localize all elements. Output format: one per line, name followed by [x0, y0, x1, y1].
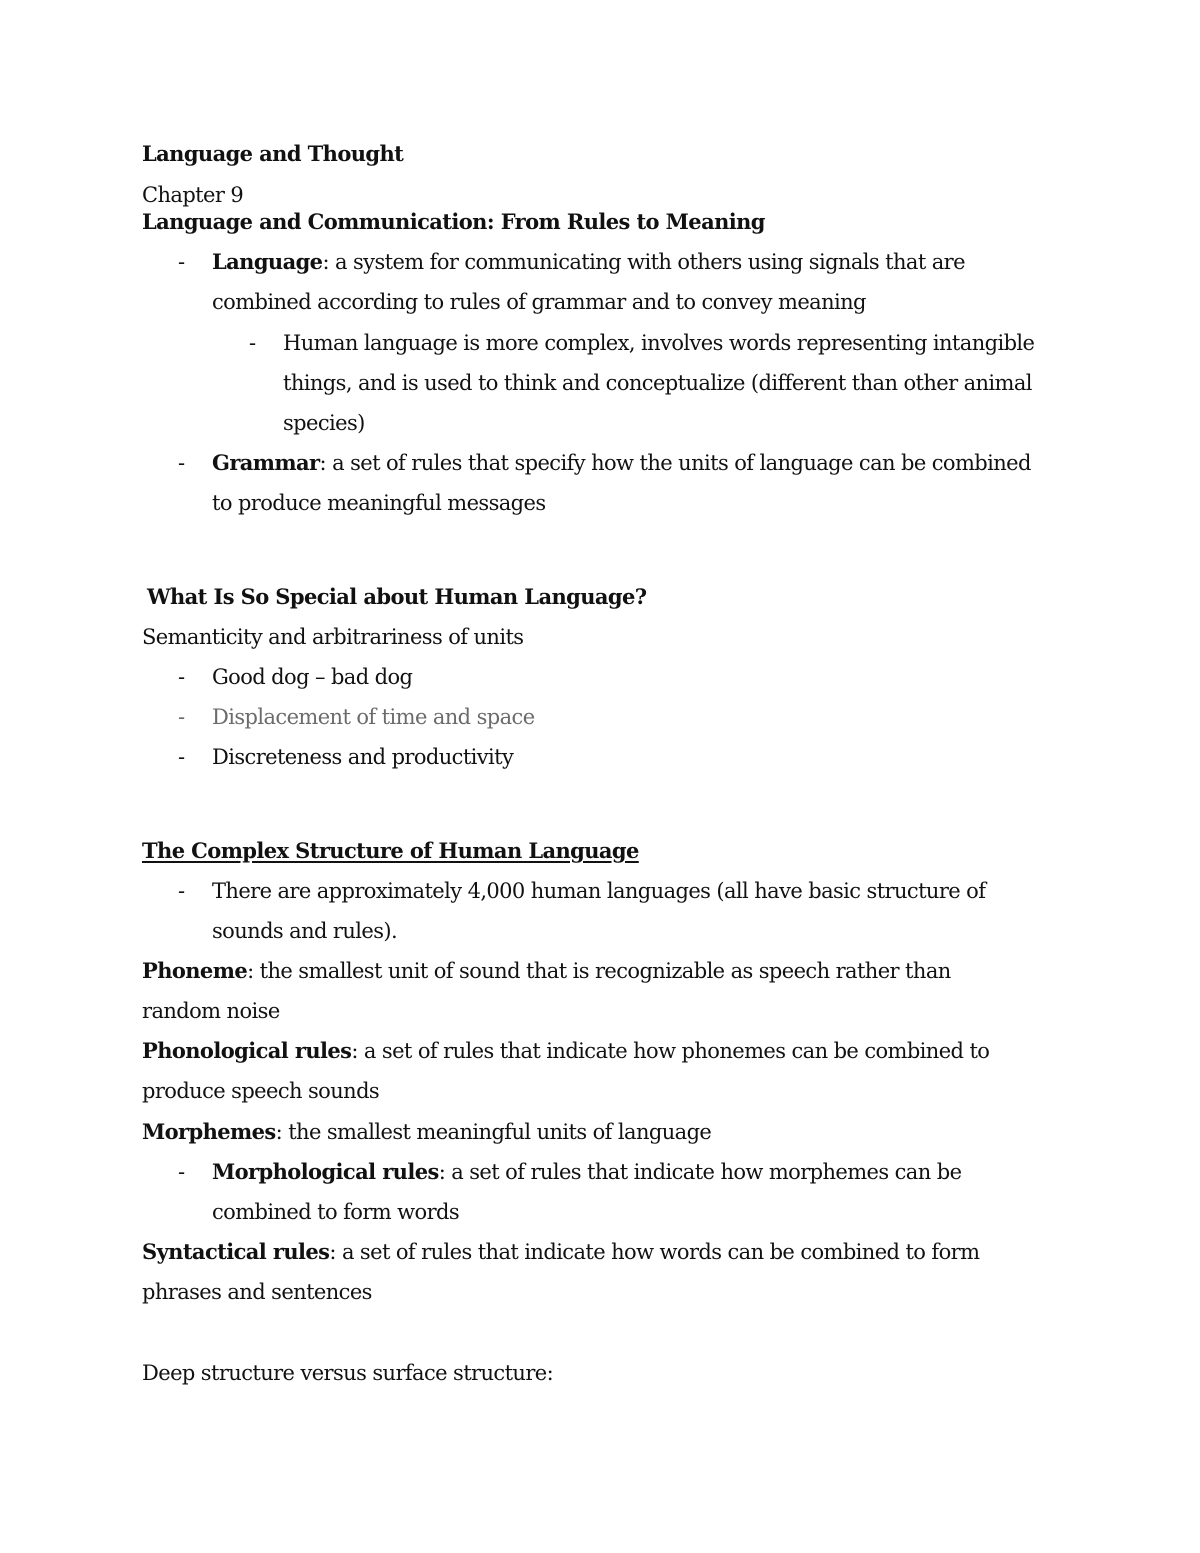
phoneme-definition-line — [142, 956, 951, 986]
grammar-definition-cont: to produce meaningful messages — [212, 491, 546, 515]
bullet-dash: - — [178, 1160, 186, 1184]
languages-count-note-cont: sounds and rules). — [212, 919, 398, 943]
chapter-label: Chapter 9 — [142, 183, 244, 207]
morphological-rules-text: : a set of rules that indicate how morphemes can be — [438, 1160, 962, 1184]
language-definition-cont: combined according to rules of grammar and to convey meaning — [212, 290, 866, 314]
bullet-dash: - — [178, 451, 186, 475]
languages-count-note: There are approximately 4,000 human languages (all have basic structure of — [212, 879, 986, 903]
language-definition-line — [212, 247, 965, 277]
phonological-rules-cont: produce speech sounds — [142, 1079, 380, 1103]
bullet-dash: - — [178, 879, 186, 903]
list-item: Good dog – bad dog — [212, 665, 413, 689]
bullet-dash: - — [178, 665, 186, 689]
language-definition-text: : a system for communicating with others using signals that are — [322, 250, 965, 274]
phonological-rules-text: : a set of rules that indicate how phonemes can be combined to — [351, 1039, 990, 1063]
term-phonological-rules: Phonological rules — [142, 1038, 352, 1063]
section-heading-language-communication: Language and Communication: From Rules to Meaning — [142, 209, 765, 234]
grammar-definition-text: : a set of rules that specify how the units of language can be combined — [319, 451, 1031, 475]
human-language-note-cont: species) — [283, 411, 365, 435]
term-morphological-rules: Morphological rules — [212, 1159, 439, 1184]
morphemes-line — [142, 1117, 711, 1147]
phoneme-definition-cont: random noise — [142, 999, 280, 1023]
bullet-dash: - — [249, 331, 257, 355]
human-language-note: Human language is more complex, involves words representing intangible — [283, 331, 1035, 355]
bullet-dash: - — [178, 745, 186, 769]
bullet-dash: - — [178, 250, 186, 274]
morphemes-text: : the smallest meaningful units of language — [275, 1120, 712, 1144]
morphological-rules-line — [212, 1157, 961, 1187]
term-syntactical-rules: Syntactical rules — [142, 1239, 330, 1264]
syntactical-rules-text: : a set of rules that indicate how words can be combined to form — [329, 1240, 980, 1264]
term-grammar: Grammar — [212, 450, 320, 475]
section-heading-complex-structure: The Complex Structure of Human Language — [142, 838, 639, 863]
semanticity-subheading: Semanticity and arbitrariness of units — [142, 625, 524, 649]
phonological-rules-line — [142, 1036, 989, 1066]
phoneme-definition-text: : the smallest unit of sound that is recognizable as speech rather than — [247, 959, 951, 983]
section-heading-special: What Is So Special about Human Language? — [147, 584, 647, 609]
bullet-dash: - — [178, 705, 186, 729]
term-phoneme: Phoneme — [142, 958, 248, 983]
list-item: Discreteness and productivity — [212, 745, 514, 769]
syntactical-rules-line — [142, 1237, 979, 1267]
term-morphemes: Morphemes — [142, 1119, 276, 1144]
document-title: Language and Thought — [142, 141, 404, 166]
list-item: Displacement of time and space — [212, 705, 535, 729]
deep-surface-structure-line: Deep structure versus surface structure: — [142, 1361, 554, 1385]
grammar-definition-line — [212, 448, 1031, 478]
syntactical-rules-cont: phrases and sentences — [142, 1280, 372, 1304]
term-language: Language — [212, 249, 323, 274]
human-language-note-cont: things, and is used to think and conceptualize (different than other animal — [283, 371, 1032, 395]
morphological-rules-cont: combined to form words — [212, 1200, 460, 1224]
